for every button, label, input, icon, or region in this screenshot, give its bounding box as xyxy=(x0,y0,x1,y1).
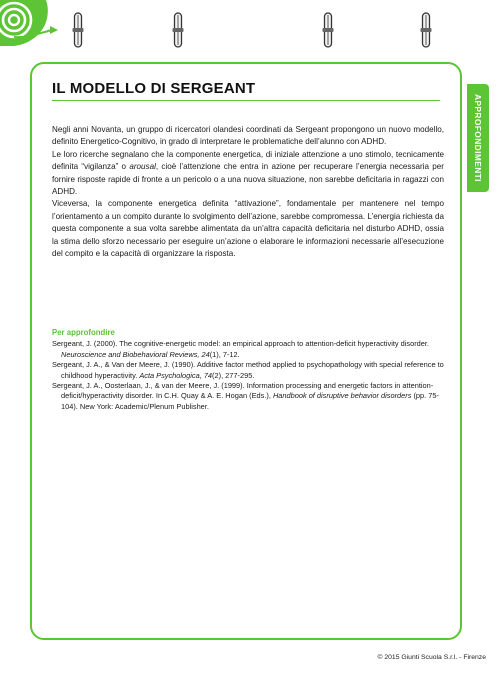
binder-ring-icon xyxy=(420,12,432,48)
binder-ring-icon xyxy=(172,12,184,48)
side-tab-label: APPROFONDIMENTI xyxy=(473,94,483,182)
side-tab xyxy=(467,84,489,192)
text-run: Sergeant, J. (2000). The cognitive-energetic model: an empirical approach to attention-deficit hyperactivity disorder. xyxy=(52,339,429,349)
italic-text: Acta Psychologica, 74 xyxy=(139,370,213,380)
copyright-footer: © 2015 Giunti Scuola S.r.l. - Firenze xyxy=(377,654,486,661)
text-run: Viceversa, la componente energetica definita “attivazione”, fondamentale per mantenere nel tempo l’orientamento a un compito durante lo svolgimento dell’azione, sarebbe compromessa. L’energia richiesta da questa componente a sua volta sarebbe alimentata da un’altra capacità deficitaria nel disturbo ADHD, ossia la stima dello sforzo necessario per eseguire un’azione o elaborare le informazioni necessarie all’esecuzione del compito e la capacità di organizzare la risposta. xyxy=(52,199,444,259)
binder-ring-icon xyxy=(322,12,334,48)
body-paragraph-2 xyxy=(52,149,444,199)
italic-text: arousal xyxy=(129,162,156,172)
text-run: Le loro ricerche segnalano che la componente energetica, di iniziale attenzione a uno stimolo, tecnicamente definita “vigilanza” o xyxy=(52,149,444,172)
text-run: Sergeant, J. A., & Van der Meere, J. (1990). Additive factor method applied to psychopathology with special reference to childhood hyperactivity. xyxy=(52,360,444,380)
body-text xyxy=(52,124,444,260)
text-run: (2), 277-295. xyxy=(212,370,255,380)
page-title: IL MODELLO DI SERGEANT xyxy=(52,80,256,97)
reference-item-1 xyxy=(52,339,444,360)
body-paragraph-1 xyxy=(52,124,444,149)
text-run: Sergeant, J. A., Oosterlaan, J., & van der Meere, J. (1999). Information processing and energetic factors in attention-deficit/hyperactivity disorder. In C.H. Quay & A. E. Hogan (Eds.), xyxy=(52,381,434,401)
title-divider xyxy=(52,100,440,101)
reference-item-2 xyxy=(52,360,444,381)
italic-text: Handbook of disruptive behavior disorders xyxy=(272,391,412,401)
text-run: , cioè l’attenzione che entra in azione per recuperare l’energia necessaria per fornire risposte rapide di fronte a un pericolo o a una nuova situazione, non sarebbe deficitaria in ragazzi con ADHD. xyxy=(52,162,444,197)
text-run: Negli anni Novanta, un gruppo di ricercatori olandesi coordinati da Sergeant propongono un nuovo modello, definito Energetico-Cognitivo, in grado di interpretare le problematiche dell’alunno con ADHD. xyxy=(52,125,444,147)
binder-ring-icon xyxy=(72,12,84,48)
references-section xyxy=(52,328,444,412)
body-paragraph-3 xyxy=(52,198,444,260)
text-run: (1), 7-12. xyxy=(209,349,240,359)
references-heading: Per approfondire xyxy=(52,328,115,337)
italic-text: Neuroscience and Biobehavioral Reviews, 24 xyxy=(61,349,210,359)
reference-item-3 xyxy=(52,381,444,412)
text-run: (pp. 75-104). New York: Academic/Plenum Publisher. xyxy=(61,391,439,411)
binder-rings xyxy=(0,12,500,52)
